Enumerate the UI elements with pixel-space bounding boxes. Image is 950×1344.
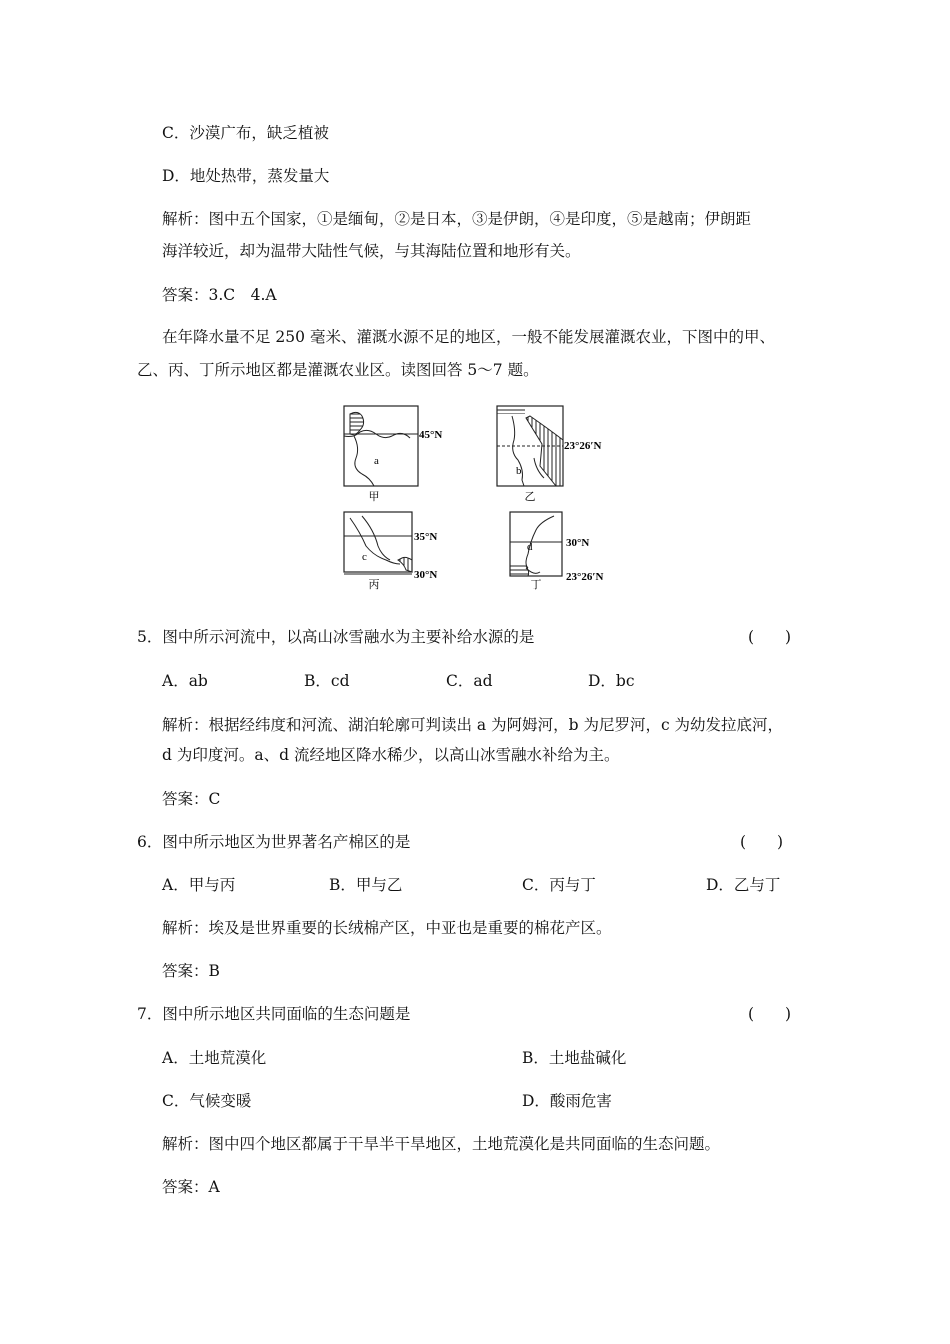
q6-option-c: C．丙与丁 bbox=[522, 876, 596, 894]
q6-stem: 6．图中所示地区为世界著名产棉区的是 bbox=[137, 833, 411, 851]
q7-stem: 7．图中所示地区共同面临的生态问题是 bbox=[137, 1005, 411, 1023]
prev-analysis-line1: 解析：图中五个国家，①是缅甸，②是日本，③是伊朗，④是印度，⑤是越南；伊朗距 bbox=[162, 210, 752, 228]
q5-option-c: C．ad bbox=[446, 672, 493, 690]
panel-ding-caption: 丁 bbox=[530, 579, 542, 590]
panel-bing-caption: 丙 bbox=[368, 579, 380, 590]
panel-bing-river-label: c bbox=[362, 551, 367, 563]
q6-option-a: A．甲与丙 bbox=[162, 876, 236, 894]
prev-option-d: D．地处热带，蒸发量大 bbox=[162, 167, 330, 185]
q7-option-b: B．土地盐碱化 bbox=[522, 1049, 627, 1067]
intro-line1: 在年降水量不足 250 毫米、灌溉水源不足的地区，一般不能发展灌溉农业，下图中的甲、 bbox=[162, 328, 775, 346]
panel-yi-caption: 乙 bbox=[524, 491, 536, 503]
q5-option-b: B．cd bbox=[304, 672, 350, 690]
q6-analysis: 解析：埃及是世界重要的长绒棉产区，中亚也是重要的棉花产区。 bbox=[162, 919, 612, 937]
q6-answer: 答案：B bbox=[162, 962, 220, 980]
map-figure bbox=[330, 400, 620, 590]
q7-answer-bracket: ( ) bbox=[748, 1005, 792, 1023]
q5-stem: 5．图中所示河流中，以高山冰雪融水为主要补给水源的是 bbox=[137, 628, 535, 646]
panel-jia-lat1: 45°N bbox=[419, 429, 443, 441]
panel-ding-lat2: 23°26′N bbox=[566, 571, 604, 583]
q5-answer: 答案：C bbox=[162, 790, 221, 808]
q5-answer-bracket: ( ) bbox=[748, 628, 792, 646]
prev-analysis-line2: 海洋较近，却为温带大陆性气候，与其海陆位置和地形有关。 bbox=[162, 242, 581, 260]
q7-analysis: 解析：图中四个地区都属于干旱半干旱地区，土地荒漠化是共同面临的生态问题。 bbox=[162, 1135, 721, 1153]
q7-option-a: A．土地荒漠化 bbox=[162, 1049, 267, 1067]
panel-jia-river-label: a bbox=[374, 455, 379, 467]
panel-bing-lat1: 35°N bbox=[414, 531, 438, 543]
intro-line2: 乙、丙、丁所示地区都是灌溉农业区。读图回答 5～7 题。 bbox=[137, 361, 539, 379]
panel-yi-lat1: 23°26′N bbox=[564, 440, 602, 452]
panel-bing bbox=[344, 512, 437, 590]
q7-option-c: C．气候变暖 bbox=[162, 1092, 252, 1110]
q5-analysis-line2: d 为印度河。a、d 流经地区降水稀少，以高山冰雪融水补给为主。 bbox=[162, 746, 620, 764]
panel-jia bbox=[344, 406, 442, 503]
prev-answer: 答案：3.C 4.A bbox=[162, 286, 277, 304]
panel-jia-caption: 甲 bbox=[368, 491, 380, 503]
prev-option-c: C．沙漠广布，缺乏植被 bbox=[162, 124, 329, 142]
panel-ding bbox=[510, 512, 603, 590]
panel-yi bbox=[497, 406, 601, 503]
panel-bing-lat2: 30°N bbox=[414, 569, 438, 581]
q5-option-d: D．bc bbox=[588, 672, 635, 690]
panel-ding-river-label: d bbox=[527, 541, 533, 553]
q6-answer-bracket: ( ) bbox=[740, 833, 784, 851]
q7-option-d: D．酸雨危害 bbox=[522, 1092, 612, 1110]
panel-yi-river-label: b bbox=[516, 465, 522, 477]
q5-option-a: A．ab bbox=[162, 672, 208, 690]
q6-option-b: B．甲与乙 bbox=[329, 876, 403, 894]
q7-answer: 答案：A bbox=[162, 1178, 220, 1196]
q5-analysis-line1: 解析：根据经纬度和河流、湖泊轮廓可判读出 a 为阿姆河，b 为尼罗河，c 为幼发拉底河， bbox=[162, 716, 784, 734]
q6-option-d: D．乙与丁 bbox=[706, 876, 781, 894]
panel-ding-lat1: 30°N bbox=[566, 537, 590, 549]
